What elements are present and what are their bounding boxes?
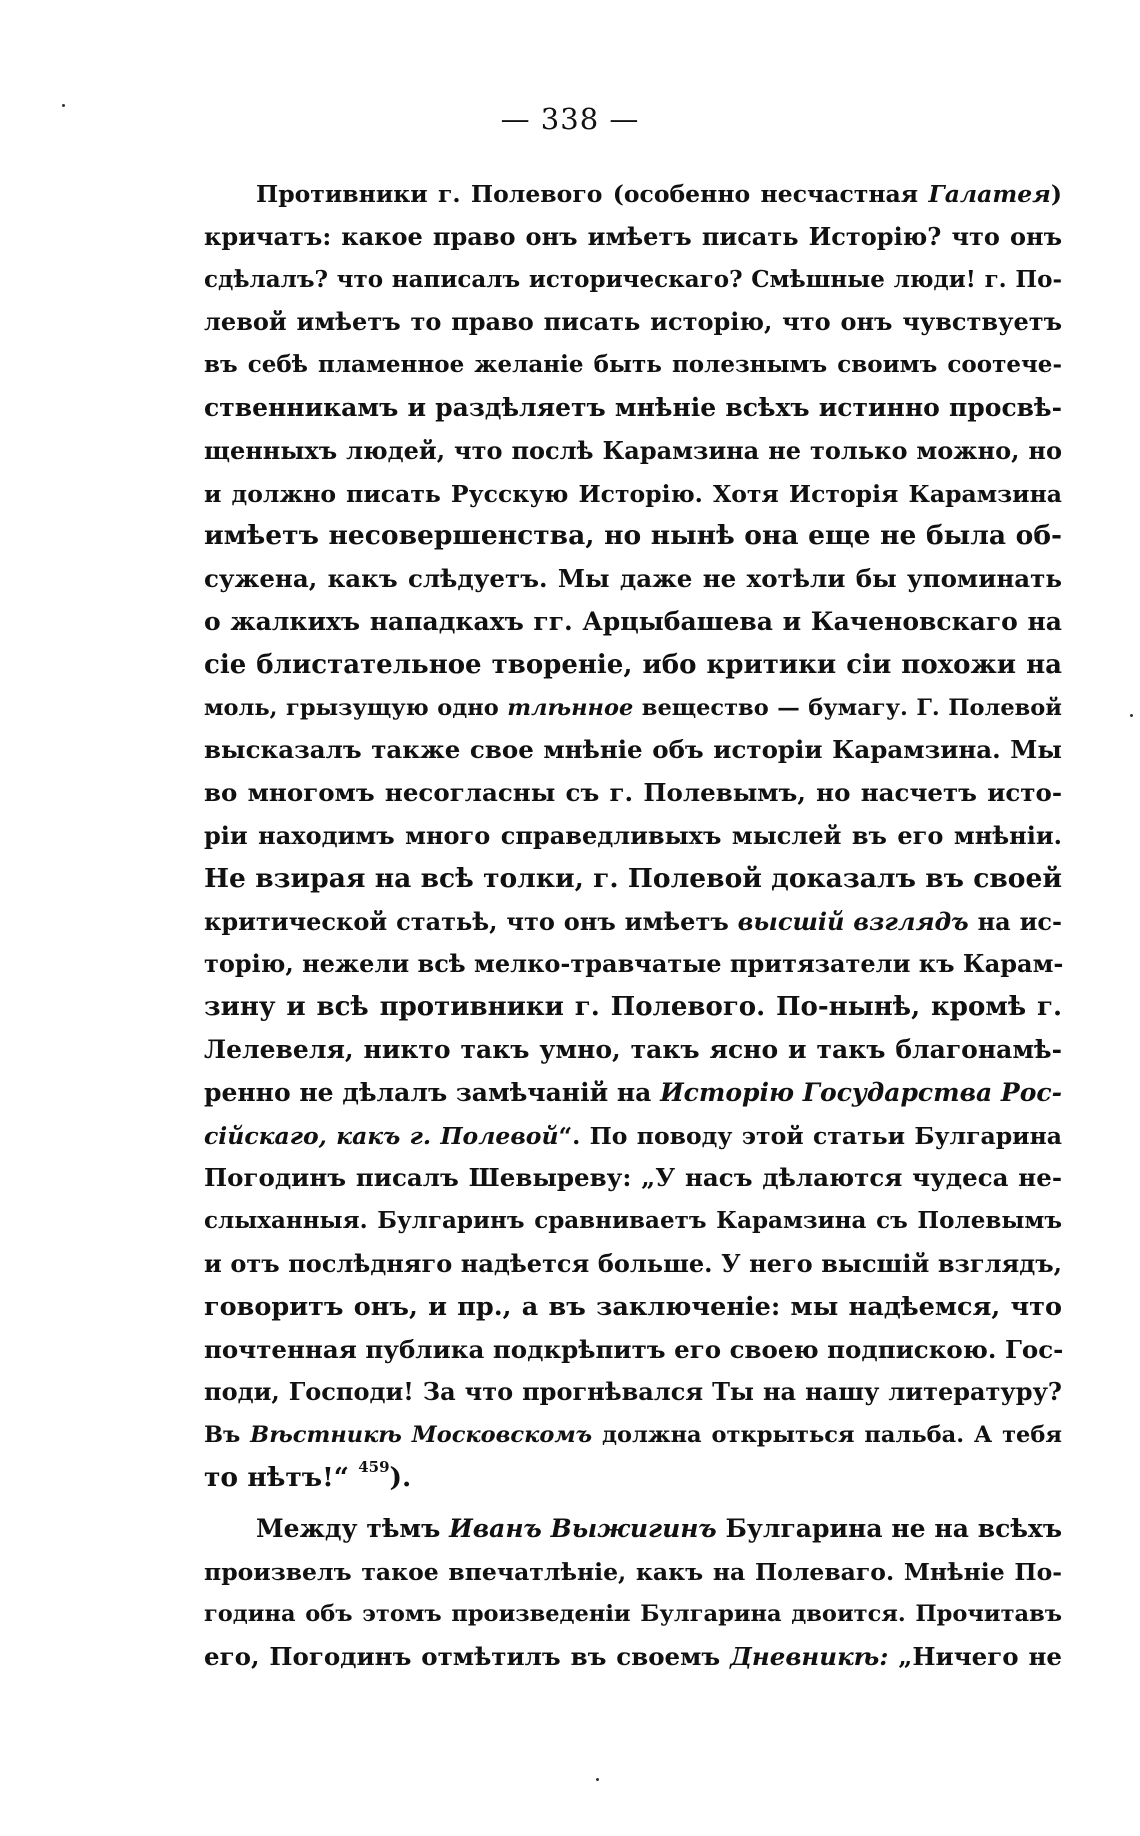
text-line: сужена, какъ слѣдуетъ. Мы даже не хотѣли бы упоминать [204,564,1062,594]
text-line: кричатъ: какое право онъ имѣетъ писать Исторію? что онъ [204,221,1062,251]
text-line: и должно писать Русскую Исторію. Хотя Исторія Карамзина [204,479,1062,508]
scan-speck [596,1778,599,1781]
text-line: ственникамъ и раздѣляетъ мнѣніе всѣхъ истинно просвѣ- [204,392,1062,422]
paragraph-ivan-vyzhigin [204,1508,1062,1679]
text-line: ріи находимъ много справедливыхъ мыслей въ его мнѣніи. [204,820,1062,850]
text-line: моль, грызущую одно тлѣнное вещество — бумагу. Г. Полевой [204,694,1062,721]
text-line: поди, Господи! За что прогнѣвался Ты на нашу литературу? [204,1377,1062,1407]
main-text [204,173,1062,1679]
text-line: его, Погодинъ отмѣтилъ въ своемъ Дневникѣ: „Ничего не [204,1642,1062,1672]
text-line: въ себѣ пламенное желаніе быть полезнымъ своимъ соотече- [204,351,1062,379]
text-line: критической статьѣ, что онъ имѣетъ высшій взглядъ на ис- [204,906,1062,936]
text-line: то нѣтъ!“ $^{459}$). [204,1457,412,1493]
text-line: ренно не дѣлалъ замѣчаній на Исторію Государства Рос- [204,1077,1063,1107]
text-line: и отъ послѣдняго надѣется больше. У него высшій взглядъ, [204,1248,1062,1278]
text-line: сдѣлалъ? что написалъ историческаго? Смѣшные люди! г. По- [204,265,1062,293]
scan-speck [62,104,65,107]
text-line: левой имѣетъ то право писать исторію, что онъ чувствуетъ [204,307,1062,337]
text-line: имѣетъ несовершенства, но нынѣ она еще не была об- [204,520,1062,552]
footnote-reference: 459 [358,1457,390,1476]
text-line: Лелевеля, никто такъ умно, такъ ясно и такъ благонамѣ- [204,1034,1062,1064]
text-line: сійскаго, какъ г. Полевой“. По поводу этой статьи Булгарина [204,1121,1062,1150]
text-line: щенныхъ людей, что послѣ Карамзина не только можно, но [204,435,1062,465]
text-line: во многомъ несогласны съ г. Полевымъ, но насчетъ исто- [204,778,1062,808]
text-line: произвелъ такое впечатлѣніе, какъ на Полеваго. Мнѣніе По- [204,1557,1062,1586]
text-line: Между тѣмъ Иванъ Выжигинъ Булгарина не на всѣхъ [256,1513,1063,1543]
page-number: — 338 — [500,102,640,136]
scan-speck [1130,714,1133,717]
text-line: Погодинъ писалъ Шевыреву: „У насъ дѣлаются чудеса не- [204,1163,1062,1193]
text-line: говоритъ онъ, и пр., а въ заключеніе: мы надѣемся, что [204,1291,1062,1322]
paragraph-polevoy-critics [204,173,1062,1500]
text-line: о жалкихъ нападкахъ гг. Арцыбашева и Каченовскаго на [204,606,1062,636]
text-line: высказалъ также свое мнѣніе объ исторіи Карамзина. Мы [204,735,1062,765]
text-line: зину и всѣ противники г. Полевого. По-нынѣ, кромѣ г. [204,992,1062,1023]
text-line: Не взирая на всѣ толки, г. Полевой доказалъ въ своей [204,862,1062,894]
text-line: година объ этомъ произведеніи Булгарина двоится. Прочитавъ [204,1601,1062,1628]
text-line: сіе блистательное твореніе, ибо критики сіи похожи на [204,649,1062,680]
text-line: Въ Вѣстникѣ Московскомъ должна открыться пальба. А тебя [204,1422,1062,1449]
text-line: слыханныя. Булгаринъ сравниваетъ Карамзина съ Полевымъ [204,1207,1062,1235]
text-line: Противники г. Полевого (особенно несчастная Галатея) [256,180,1062,208]
text-line: почтенная публика подкрѣпитъ его своею подпискою. Гос- [204,1334,1064,1364]
text-line: торію, нежели всѣ мелко-травчатые притязатели къ Карам- [204,949,1064,979]
